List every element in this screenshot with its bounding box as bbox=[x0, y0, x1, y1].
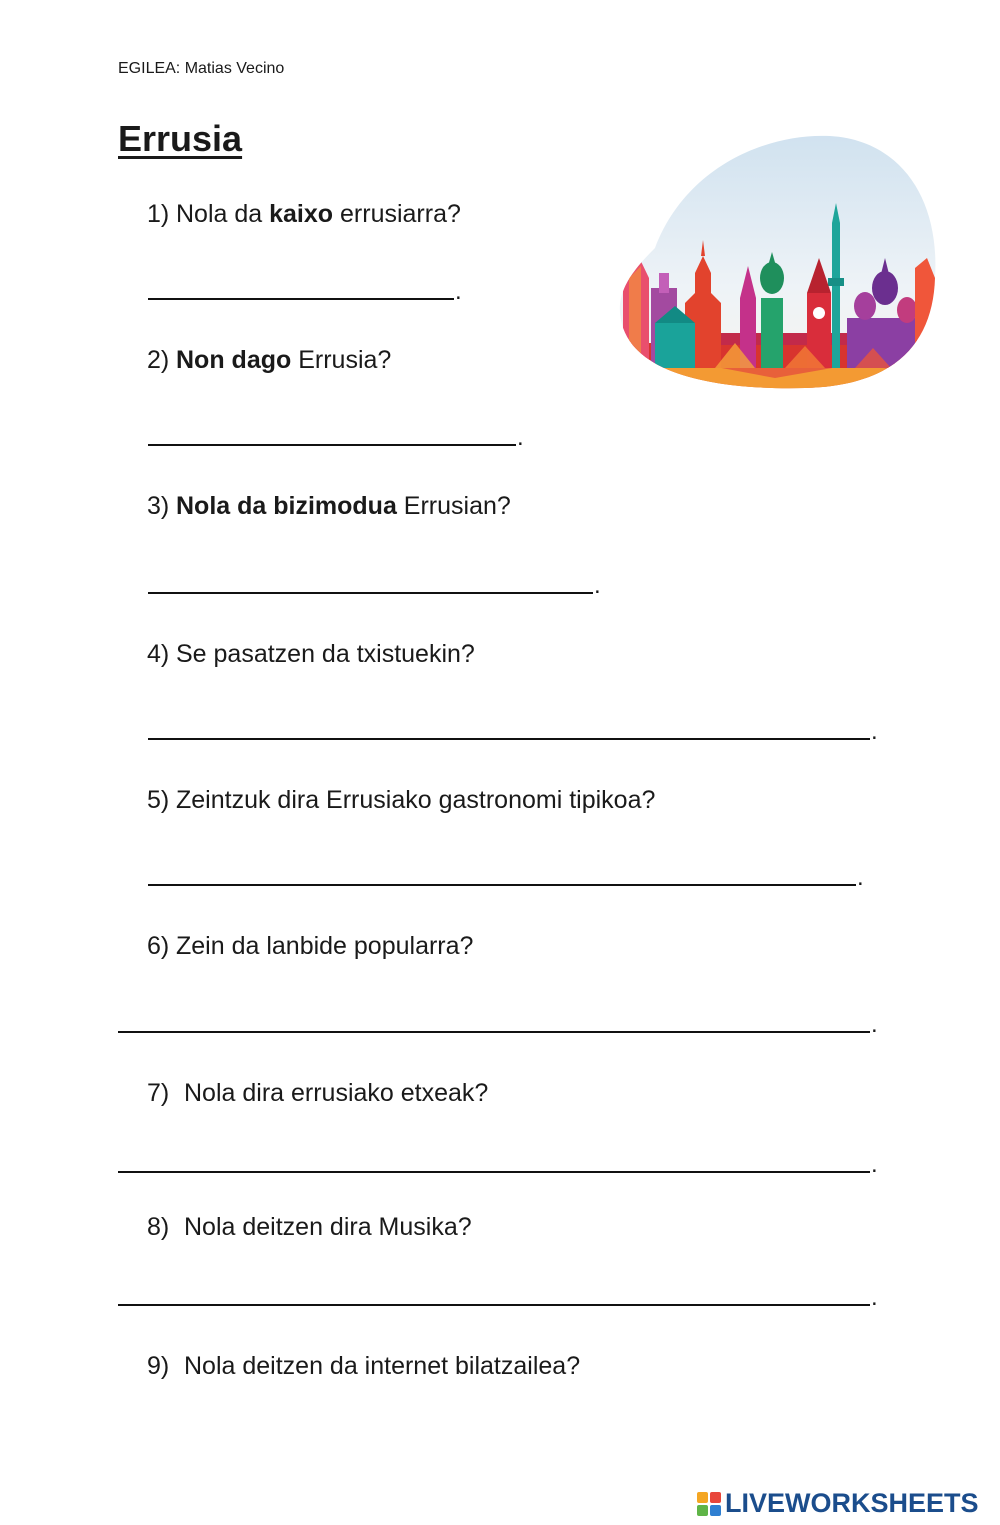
question-2: 2) Non dago Errusia? bbox=[147, 346, 392, 374]
question-1: 1) Nola da kaixo errusiarra? bbox=[147, 200, 461, 228]
question-5: 5) Zeintzuk dira Errusiako gastronomi tipikoa? bbox=[147, 786, 656, 814]
question-9: 9) Nola deitzen da internet bilatzailea? bbox=[147, 1352, 581, 1380]
answer-line-1[interactable] bbox=[148, 298, 454, 300]
question-7: 7) Nola dira errusiako etxeak? bbox=[147, 1079, 489, 1107]
answer-line-5[interactable] bbox=[148, 884, 856, 886]
answer-line-7[interactable] bbox=[118, 1171, 870, 1173]
answer-period: . bbox=[517, 424, 524, 451]
liveworksheets-logo bbox=[697, 1488, 979, 1519]
question-4: 4) Se pasatzen da txistuekin? bbox=[147, 640, 475, 668]
answer-line-3[interactable] bbox=[148, 592, 593, 594]
answer-line-2[interactable] bbox=[148, 444, 516, 446]
question-number: 4) bbox=[147, 640, 170, 668]
question-number: 7) bbox=[147, 1079, 170, 1107]
moscow-skyline-illustration bbox=[615, 128, 940, 393]
question-3: 3) Nola da bizimodua Errusian? bbox=[147, 492, 511, 520]
question-8: 8) Nola deitzen dira Musika? bbox=[147, 1213, 472, 1241]
question-number: 5) bbox=[147, 786, 170, 814]
question-number: 1) bbox=[147, 200, 170, 228]
answer-period: . bbox=[594, 572, 601, 599]
page-title: Errusia bbox=[118, 118, 243, 159]
author-line: EGILEA: Matias Vecino bbox=[118, 60, 285, 77]
answer-period: . bbox=[871, 1011, 878, 1038]
brand-wordmark: LIVEWORKSHEETS bbox=[725, 1488, 979, 1518]
answer-line-6[interactable] bbox=[118, 1031, 870, 1033]
answer-line-4[interactable] bbox=[148, 738, 870, 740]
logo-tiles-icon bbox=[697, 1492, 721, 1516]
answer-period: . bbox=[871, 1284, 878, 1311]
answer-period: . bbox=[455, 278, 462, 305]
question-number: 2) bbox=[147, 346, 170, 374]
answer-period: . bbox=[857, 864, 864, 891]
question-number: 8) bbox=[147, 1213, 170, 1241]
answer-line-8[interactable] bbox=[118, 1304, 870, 1306]
answer-period: . bbox=[871, 718, 878, 745]
question-number: 3) bbox=[147, 492, 170, 520]
question-number: 6) bbox=[147, 932, 170, 960]
question-number: 9) bbox=[147, 1352, 170, 1380]
answer-period: . bbox=[871, 1151, 878, 1178]
question-6: 6) Zein da lanbide popularra? bbox=[147, 932, 474, 960]
